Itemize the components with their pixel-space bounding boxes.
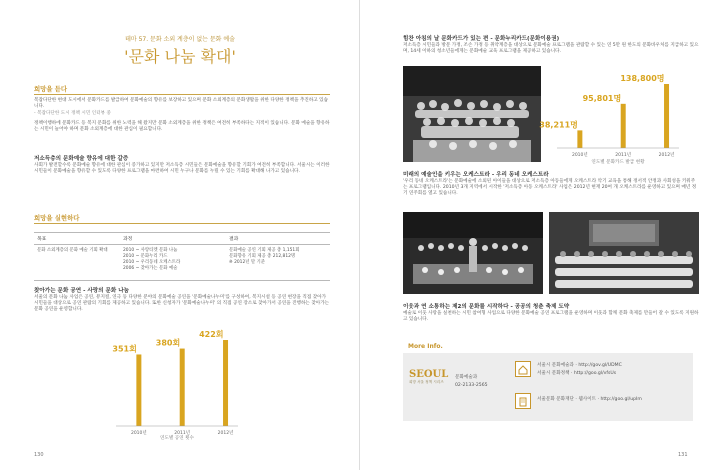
link-policy[interactable]: 서울시 문화정책 · http://goo.gl/vfsUs <box>537 371 617 376</box>
logo-subtext: 희망 서울 정책 시리즈 <box>409 380 444 384</box>
theme-kicker: 테마 57. 문화 소외 계층이 없는 문화 예술 <box>125 36 235 43</box>
table-row <box>34 245 330 276</box>
section-divider <box>34 94 330 95</box>
more-info-heading: More Info. <box>408 343 443 350</box>
result-item: 문화예술 공연 기회 제공 총 1,151회 <box>229 248 300 253</box>
orchestra-paragraph: '우리 동네 오케스트라'는 문화예술에 소외된 아이들을 대상으로 저소득층 아동들에게 오케스트라 악기 교육을 통해 정서적 안정과 사회성을 키워주는 프로그램입니다. 2010년 3개 지역에서 시작한 '저소득층 아동 오케스트라' 사업은 2012년 현재 20여 개 오케스트라를 운영하고 있으며 매년 정기 연주회를 열고 있습니다. <box>403 179 697 197</box>
subheading-paragraph: 사회가 발전할수록 문화예술 향유에 대한 관심이 증가하고 있지만 저소득층 시민들은 문화예술을 향유할 기회가 여전히 부족합니다. 서울시는 이러한 시민들이 문화예술을 향유할 수 있도록 다양한 프로그램을 마련하여 시민 누구나 문화를 누릴 수 있는 기회를 확대해 나가고 있습니다. <box>34 163 330 175</box>
more-info-box <box>403 353 693 421</box>
chart-value-label: 95,801명 <box>582 93 622 103</box>
table-bottom-rule <box>34 280 330 281</box>
section-divider-2 <box>34 223 330 224</box>
process-item: 2006 ~ 찾아가는 문화 예술 <box>123 266 178 271</box>
chart-bar <box>577 130 582 148</box>
chart-year-label: 2011년 <box>174 431 191 436</box>
culture-card-chart <box>539 66 683 162</box>
process-item: 2010 ~ 문화누리 카드 <box>123 254 168 259</box>
orchestra-photo-1 <box>403 212 543 294</box>
page-number-right: 131 <box>678 452 688 458</box>
logo-text: SEOUL <box>409 369 449 380</box>
chart-year-label: 2012년 <box>217 431 234 436</box>
subheading-visiting-culture: 찾아가는 문화 공연 - 사랑의 문화 나눔 <box>34 288 130 294</box>
festival-paragraph: 예술로 이웃 사랑을 실천하는 시민 참여형 사업으로 다양한 문화예술 공연 프로그램을 운영하며 이웃과 함께 문화 축제를 만들어 갈 수 있도록 지원하고 있습니다. <box>403 311 699 323</box>
subheading-low-income: 저소득층의 문화예술 향유에 대한 갈증 <box>34 156 129 162</box>
group-photo <box>403 66 541 162</box>
chart-value-label: 422회 <box>199 330 224 339</box>
chart-year-label: 2012년 <box>658 153 675 158</box>
link-homepage[interactable]: 서울시 문화예술과 · http://gov.gl/UDMC <box>537 363 622 368</box>
subheading-orchestra: 미래의 예술인을 키우는 오케스트라 - 우리 동네 오케스트라 <box>403 172 549 178</box>
subheading-culture-card: 힘찬 아침의 날 문화카드가 있는 편 - 문화누리카드(문화이용권) <box>403 36 560 42</box>
chart-value-label: 380회 <box>155 338 181 348</box>
dept-name: 문화예술과 <box>455 375 478 380</box>
section-paragraph: 복잡다단한 현대 도시에서 문화카드를 발급하여 문화예술의 향유를 보장하고 있으며 문화 소외계층의 문화생활을 위한 다양한 정책을 추진하고 있습니다. <box>34 98 329 110</box>
result-item: 문화향유 기회 제공 총 212,812명 <box>229 254 296 259</box>
chart-bar <box>136 354 141 426</box>
chart-year-label: 2011년 <box>615 153 632 158</box>
table-header-result: 결과 <box>226 233 330 245</box>
chart-year-label: 2010년 <box>130 431 147 436</box>
subheading-paragraph-2: 서울의 문화 나눔 사업은 공연, 뮤지컬, 연극 등 다양한 분야의 문화예술 공연을 '문화예술나누미'를 구성하여, 복지시설 등 공연 현장을 직접 찾아가 시민들을 대상으로 공연 관람의 기회를 제공하고 있습니다. 또한 신청자가 '문화예술나누미' 의 직접 공연 장소로 찾아가서 공연을 진행하는 찾아가는 문화 공연을 운영합니다. <box>34 295 330 313</box>
chart-caption: 연도별 공연 횟수 <box>160 436 194 441</box>
table-header-process: 과정 <box>120 233 226 245</box>
seoul-logo <box>409 369 447 391</box>
page-title: '문화 나눔 확대' <box>124 47 236 66</box>
chart-bar <box>180 349 185 426</box>
table-cell-result <box>226 245 330 276</box>
chart-value-label: 138,800명 <box>620 74 665 83</box>
subheading-youth-festival: 이웃과 연 소통하는 제2의 문화를 시작하다 - 공공의 청춘 축제 도약 <box>403 304 570 310</box>
table-header-goal: 목표 <box>34 233 120 245</box>
home-icon <box>515 361 531 377</box>
quote-source: - 복잡다단한 도시 정책 시민 인터뷰 중 <box>34 111 111 116</box>
process-item: 2010 ~ 우리동네 오케스트라 <box>123 260 181 265</box>
section-heading-hope-listen: 희망을 듣다 <box>34 85 68 93</box>
performance-count-chart <box>112 322 242 440</box>
link-foundation[interactable]: 서울문화 문화재단 · 웹사이트 · http://goo.gl/upIm <box>537 397 642 402</box>
chart-bar <box>621 104 626 148</box>
process-item: 2010 ~ 사랑티켓 문화 나눔 <box>123 248 178 253</box>
chart-value-label: 38,211명 <box>539 120 578 130</box>
document-icon <box>515 393 531 409</box>
chart-bar <box>664 84 669 148</box>
chart-year-label: 2010년 <box>571 153 588 158</box>
goals-table <box>34 232 330 275</box>
chart-bar <box>223 340 228 426</box>
page-number-left: 130 <box>34 452 44 458</box>
chart-caption-right: 연도별 문화카드 발급 현황 <box>591 160 645 165</box>
table-cell-process <box>120 245 226 276</box>
section-paragraph-2: 정책이행하에 문화카드 등 복지 문화를 위한 노력을 해 왔지만 문화 소외계층을 위한 정책은 여전히 부족하다는 지적이 있습니다. 문화 예술을 향유하는 시민이 늘어야 하며 문화 소외계층에 대한 관심이 필요합니다. <box>34 121 330 133</box>
section-heading-hope-realize: 희망을 실현하다 <box>34 214 80 222</box>
culture-card-paragraph: 저소득층 시민들과 방문 가정, 조손 가정 등 취약계층을 대상으로 문화예술 프로그램을 관람할 수 있는 연 5만 원 한도의 문화바우처를 지급하고 있으며, 14세 이하의 청소년들에게는 문화예술 교육 프로그램을 제공하고 있습니다. <box>403 43 699 55</box>
chart-value-label: 351회 <box>112 344 137 354</box>
orchestra-photo-2 <box>549 212 699 294</box>
table-cell-goal: 문화 소외계층의 문화 예술 기회 확대 <box>37 248 108 253</box>
result-item: ※ 2012년 말 기준 <box>229 260 266 265</box>
dept-phone: 02-2133-2565 <box>455 383 488 388</box>
